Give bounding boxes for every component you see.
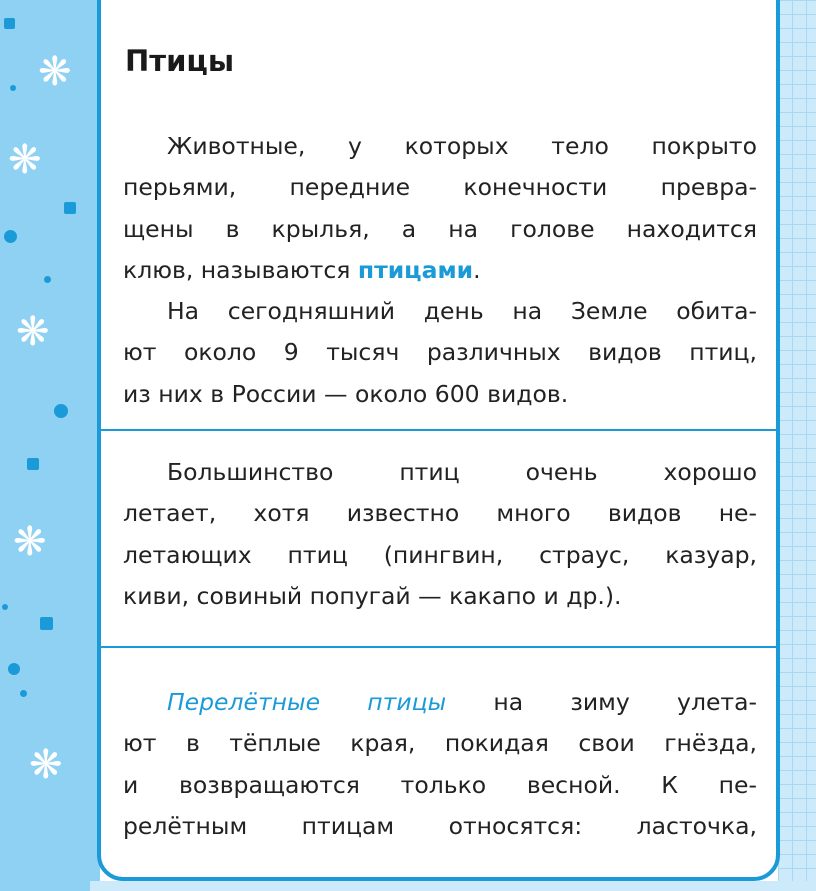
snowflake-icon: ❋	[13, 519, 47, 565]
snowflake-icon: ❋	[38, 49, 72, 95]
dot-icon	[4, 230, 17, 243]
decorative-grid-strip	[778, 0, 816, 891]
dot-icon	[54, 404, 68, 418]
text-line: киви, совиный попугай — какапо и др.).	[123, 581, 622, 610]
text-fragment: на зиму улета-	[446, 688, 757, 716]
text-line: из них в России — около 600 видов.	[123, 379, 569, 408]
dot-icon	[44, 276, 51, 283]
square-dot-icon	[27, 458, 39, 470]
dot-icon	[20, 690, 27, 697]
square-dot-icon	[64, 202, 76, 214]
snowflake-icon: ❋	[8, 137, 42, 183]
snowflake-icon: ❋	[29, 742, 63, 788]
text-line: ют в тёплые края, покидая свои гнёзда,	[123, 729, 757, 758]
dot-icon	[2, 604, 8, 610]
text-line	[123, 250, 757, 291]
text-line: и возвращаются только весной. К пе-	[123, 770, 757, 799]
dot-icon	[8, 663, 20, 675]
paragraph-species-count	[123, 291, 757, 415]
text-line: перьями, передние конечности превра-	[123, 173, 757, 202]
text-line: летающих птиц (пингвин, страус, казуар,	[123, 540, 757, 569]
text-fragment: .	[473, 255, 481, 284]
text-line: Животные, у которых тело покрыто	[167, 132, 757, 160]
text-line: щены в крылья, а на голове находится	[123, 214, 757, 243]
square-dot-icon	[40, 617, 53, 630]
decorative-left-strip	[0, 0, 100, 891]
square-dot-icon	[4, 18, 15, 29]
text-line: летает, хотя известно много видов не-	[123, 499, 757, 528]
text-line: релётным птицам относятся: ласточка,	[123, 811, 757, 840]
section-divider	[101, 429, 776, 431]
text-line: Большинство птиц очень хорошо	[167, 458, 757, 486]
paragraph-flying-birds	[123, 452, 757, 617]
highlight-term: Перелётные птицы	[167, 688, 447, 716]
section-title: Птицы	[125, 44, 235, 78]
decorative-bottom-strip	[90, 881, 816, 891]
text-fragment: клюв, называются	[123, 255, 358, 284]
content-card	[97, 0, 780, 881]
text-line: На сегодняшний день на Земле обита-	[167, 297, 757, 325]
dot-icon	[10, 85, 16, 91]
text-line	[123, 682, 757, 723]
highlight-term: птицами	[357, 255, 474, 284]
paragraph-migratory-birds	[123, 682, 757, 847]
section-divider	[101, 646, 776, 648]
paragraph-birds-definition	[123, 126, 757, 291]
text-line: ют около 9 тысяч различных видов птиц,	[123, 338, 757, 367]
snowflake-icon: ❋	[16, 309, 50, 355]
